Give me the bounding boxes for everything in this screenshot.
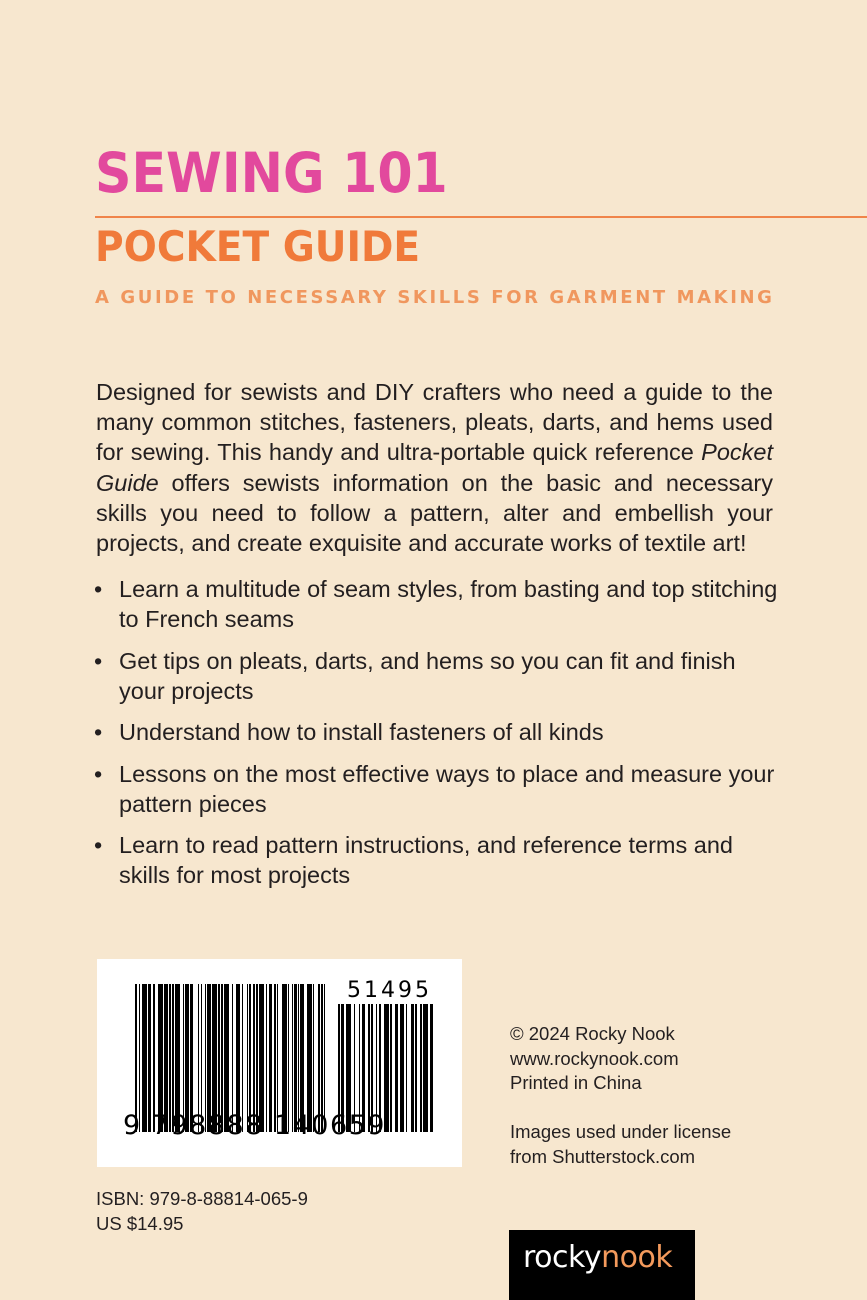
book-subtitle: POCKET GUIDE [95,222,421,271]
feature-item [92,717,782,747]
description-emphasis: Pocket Guide [96,439,773,496]
website-link[interactable]: www.rockynook.com [510,1047,679,1069]
logo-nook: nook [601,1240,673,1275]
publisher-logo [509,1230,695,1300]
logo-wordmark [523,1238,672,1278]
copyright-text: © 2024 Rocky Nook [510,1023,675,1044]
license-text-2: from Shutterstock.com [510,1145,696,1167]
feature-item [92,830,782,890]
bullet-icon: • [94,832,103,858]
isbn-text: ISBN: 979-8-88814-065-9 [96,1188,308,1209]
printed-location: Printed in China [510,1072,642,1093]
feature-text: Lessons on the most effective ways to place and measure your pattern pieces [119,760,775,817]
feature-item [92,574,782,634]
book-tagline: A GUIDE TO NECESSARY SKILLS FOR GARMENT MAKING [95,287,775,308]
bullet-icon: • [94,647,103,674]
book-title: SEWING 101 [95,141,448,205]
title-divider [95,216,867,218]
isbn-barcode [97,959,462,1167]
book-description [96,377,773,558]
feature-text: Get tips on pleats, darts, and hems so you can fit and finish your projects [119,647,736,704]
logo-rocky: rocky [523,1240,602,1275]
feature-text: Understand how to install fasteners of all kinds [119,719,604,745]
bullet-icon: • [94,760,103,787]
price-text: US $14.95 [96,1212,184,1234]
feature-item [92,759,782,819]
feature-list [92,574,782,902]
license-text-1: Images used under license [510,1121,732,1142]
description-text-1: Designed for sewists and DIY crafters who need a guide to the many common stitches, fasteners, pleats, darts, and hems used for sewing. This handy and ultra-portable quick reference [96,379,773,466]
feature-item [92,646,782,706]
feature-text: Learn a multitude of seam styles, from basting and top stitching to French seams [119,576,778,632]
price-info [96,1187,308,1236]
bullet-icon: • [94,576,103,602]
barcode-addon-digits: 51495 [347,978,432,1003]
publisher-info [510,1022,731,1169]
description-text-2: offers sewists information on the basic and necessary skills you need to follow a pattern, alter and embellish your projects, and create exquisite and accurate works of textile art! [96,469,773,557]
barcode-bar [430,1004,433,1132]
barcode-main-digits: 9 798888 140659 [123,1110,386,1141]
bullet-icon: • [94,719,103,745]
feature-text: Learn to read pattern instructions, and reference terms and skills for most projects [119,832,733,888]
